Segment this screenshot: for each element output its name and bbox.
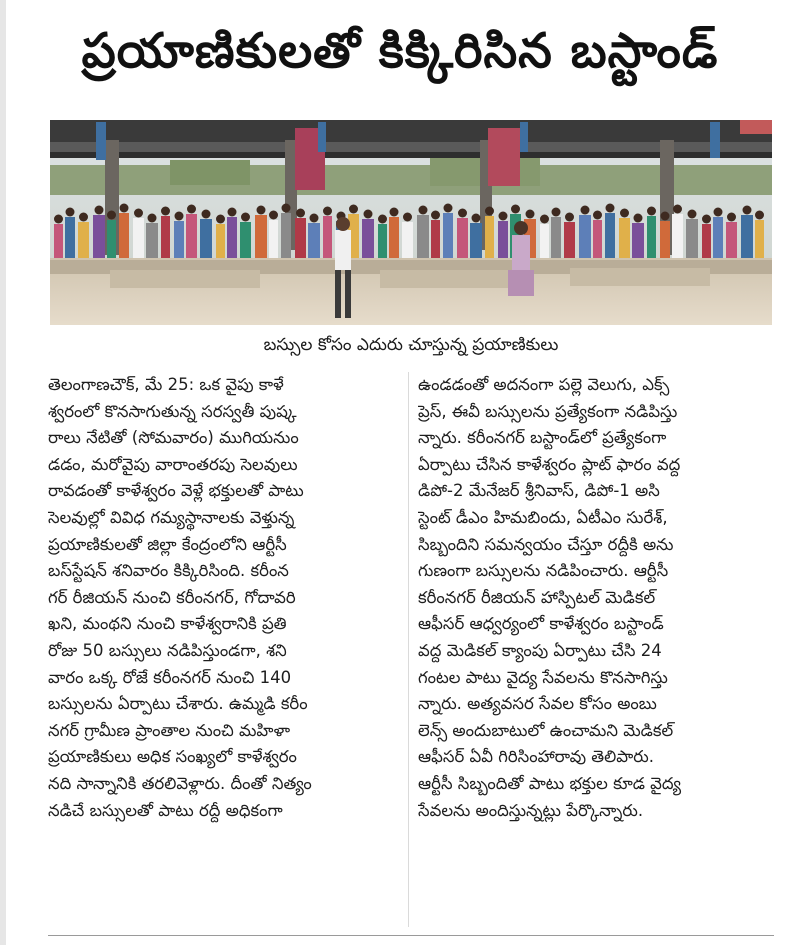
crowd-person [308,223,320,258]
article-line: సెలవుల్లో వివిధ గమ్యస్థానాలకు వెళ్తున్న [48,507,295,527]
crowd-person-head [282,204,291,213]
crowd-person-head [187,205,196,214]
crowd-person [498,221,508,258]
crowd-person-head [431,211,440,220]
crowd-person-head [647,207,656,216]
crowd-person-head [661,212,670,221]
article-line: ఆఫీసర్ ఆధ్వర్యంలో కాళేశ్వరం బస్టాండ్ [418,614,664,634]
crowd-person-head [202,210,211,219]
crowd-person [485,216,494,258]
crowd-person-head [593,211,602,220]
crowd-person-head [349,205,358,214]
article-line: వద్ద మెడికల్ క్యాంపు ఏర్పాటు చేసి 24 [418,640,662,660]
crowd-person [702,224,711,258]
crowd-person-head [241,213,250,222]
article-line: రాలు నేటితో (సోమవారం) ముగియనుం [48,428,299,448]
crowd-person [216,224,225,258]
crowd-person [281,213,291,258]
article-line: ప్రయాణికులతో జిల్లా కేంద్రంలోని ఆర్టీసీ [48,534,287,554]
bus-station-photo [50,120,772,325]
crowd-person [647,216,656,258]
article-line: ఏర్పాటు చేసిన కాళేశ్వరం ప్లాట్ ఫారం వద్ద [418,454,681,474]
crowd-person-head [228,208,237,217]
crowd-person [726,222,737,258]
news-photo [50,120,772,325]
crowd-person-head [390,208,399,217]
crowd-person [579,215,591,258]
crowd-person [78,222,89,258]
crowd-person [741,215,753,258]
crowd-person-head [526,210,535,219]
article-line: ప్రయాణికులు అధిక సంఖ్యలో కాళేశ్వరం [48,747,297,767]
article-line: గర్ రీజియన్ నుంచి కరీంనగర్, గోదావరి [48,587,296,607]
crowd-person-head [175,212,184,221]
article-line: ప్రెస్, ఈవీ బస్సులను ప్రత్యేకంగా నడిపిస్తు [418,401,678,421]
crowd-person-head [485,207,494,216]
column-divider [408,372,409,927]
crowd-person [457,218,468,258]
crowd-person-head [364,210,373,219]
crowd-person-head [606,204,615,213]
article-line: వారం ఒక్క రోజే కరీంనగర్ నుంచి 140 [48,667,292,687]
crowd-person [65,217,75,258]
article-line: నగర్ గ్రామీణ ప్రాంతాల నుంచి మహిళా [48,720,291,740]
article-line: న్నారు. అత్యవసర సేవల కోసం అంబు [418,694,657,714]
crowd-person [470,223,482,258]
crowd-person [362,219,374,258]
article-line: నడిచే బస్సులతో పాటు రద్దీ అధికంగా [48,800,283,820]
crowd-person-head [95,206,104,215]
crowd-person-head [581,206,590,215]
article-line: సేవలను అందిస్తున్నట్లు పేర్కొన్నారు. [418,800,644,820]
crowd-person [378,224,387,258]
article-line: బస్‌స్టేషన్ శనివారం కిక్కిరిసింది. కరీంన [48,561,289,581]
crowd-person [174,221,184,258]
crowd-person-head [403,213,412,222]
headline: ప్రయాణికులతో కిక్కిరిసిన బస్టాండ్ [81,23,719,79]
article-line: బస్సులను ఏర్పాటు చేశారు. ఉమ్మడి కరీం [48,694,308,714]
crowd-person [672,214,683,258]
crowd-person-head [107,211,116,220]
crowd-person-head [419,206,428,215]
crowd-person-head [634,214,643,223]
crowd-person-head [755,211,764,220]
crowd-person-head [54,215,63,224]
crowd-person [269,220,278,258]
article-column-right [418,372,774,824]
article-line: ఆఫీసర్ ఏవీ గిరిసింహారావు తెలిపారు. [418,747,654,767]
crowd-person-head [743,206,752,215]
crowd-person-head [257,206,266,215]
article-column-left [48,372,402,824]
crowd-person-head [727,213,736,222]
crowd-person-head [540,215,549,224]
crowd-person [240,222,251,258]
article-line: డడం, మరోవైపు వారాంతరపు సెలవులు [48,454,298,474]
article-line: ఖని, మంథని నుంచి కాళేశ్వరానికి ప్రతి [48,614,287,634]
crowd-person [186,214,197,258]
crowd-person [443,213,453,258]
crowd-person [295,218,306,258]
crowd-person-head [472,214,481,223]
article-line: లెన్స్ అందుబాటులో ఉంచామని మెడికల్ [418,720,674,740]
article-line: ఉండడంతో అదనంగా పల్లె వెలుగు, ఎక్స్ [418,375,670,394]
article-line: కరీంనగర్ రీజియన్ హాస్పిటల్ మెడికల్ [418,587,656,607]
crowd-person-head [323,207,332,216]
crowd-person [417,215,429,258]
crowd-person-head [444,204,453,213]
crowd-person [200,219,212,258]
crowd-person [323,216,332,258]
crowd-person-head [134,209,143,218]
article-line: శ్వరంలో కొనసాగుతున్న సరస్వతీ పుష్క [48,401,297,421]
crowd-person [593,220,602,258]
crowd-person-head [673,205,682,214]
crowd-person-head [714,208,723,217]
bottom-rule [48,935,774,936]
crowd-person [54,224,63,258]
crowd-person [755,220,764,258]
crowd-person-head [620,209,629,218]
crowd-person [119,213,129,258]
crowd-person [605,213,615,258]
crowd-person-head [120,204,129,213]
crowd-person-head [702,215,711,224]
article-line: రావడంతో కాళేశ్వరం వెళ్లే భక్తులతో పాటు [48,481,304,501]
crowd-person-head [688,210,697,219]
crowd-person-head [511,205,520,214]
crowd-person-head [310,214,319,223]
crowd-person [133,218,144,258]
crowd-person [161,216,170,258]
crowd-person-head [216,215,225,224]
article-line: ఆర్టీసీ సిబ్బందితో పాటు భక్తుల కూడ వైద్య [418,773,681,793]
article-line: గంటల పాటు వైద్య సేవలను కొనసాగిస్తు [418,667,668,687]
crowd-person [402,222,413,258]
crowd-person [551,217,561,258]
article-line: స్టెంట్ డీఎం హిమబిందు, ఏటీఎం సురేశ్, [418,507,668,527]
article-line: సిబ్బందిని సమన్వయం చేస్తూ రద్దీకి అను [418,534,674,554]
crowd-person-head [79,213,88,222]
crowd-person-head [161,207,170,216]
article-line: న్నారు. కరీంనగర్ బస్టాండ్‌లో ప్రత్యేకంగా [418,428,667,448]
crowd-person-head [499,212,508,221]
crowd-person [255,215,267,258]
crowd-person [713,217,723,258]
crowd-person-head [378,215,387,224]
crowd-person [389,217,399,258]
crowd-person-head [458,209,467,218]
article-line: డిపో-2 మేనేజర్ శ్రీనివాస్, డిపో-1 అసి [418,481,660,501]
article-line: నది సాన్నానికి తరలివెళ్లారు. దీంతో నిత్యం [48,773,312,793]
crowd-person [146,223,158,258]
photo-caption: బస్సుల కోసం ఎదురు చూస్తున్న ప్రయాణికులు [263,335,559,355]
crowd-person-head [296,209,305,218]
crowd-person-head [66,208,75,217]
crowd-person [540,224,549,258]
article-line: తెలంగాణచౌక్, మే 25: ఒక వైపు కాళే [48,375,284,394]
article-line: గుణంగా బస్సులను నడిపించారు. ఆర్టీసీ [418,561,669,581]
crowd-person-head [552,208,561,217]
article-line: రోజు 50 బస్సులు నడిపిస్తుండగా, శని [48,640,287,660]
crowd-person-head [565,213,574,222]
crowd-person [431,220,440,258]
crowd-person-head [148,214,157,223]
crowd-person [686,219,698,258]
crowd-person [632,223,644,258]
crowd-person [93,215,105,258]
crowd-person-head [269,211,278,220]
crowd-person [660,221,670,258]
crowd-person [227,217,237,258]
page-edge [0,0,6,945]
crowd-person [564,222,575,258]
crowd-person [107,220,116,258]
crowd-person [619,218,630,258]
